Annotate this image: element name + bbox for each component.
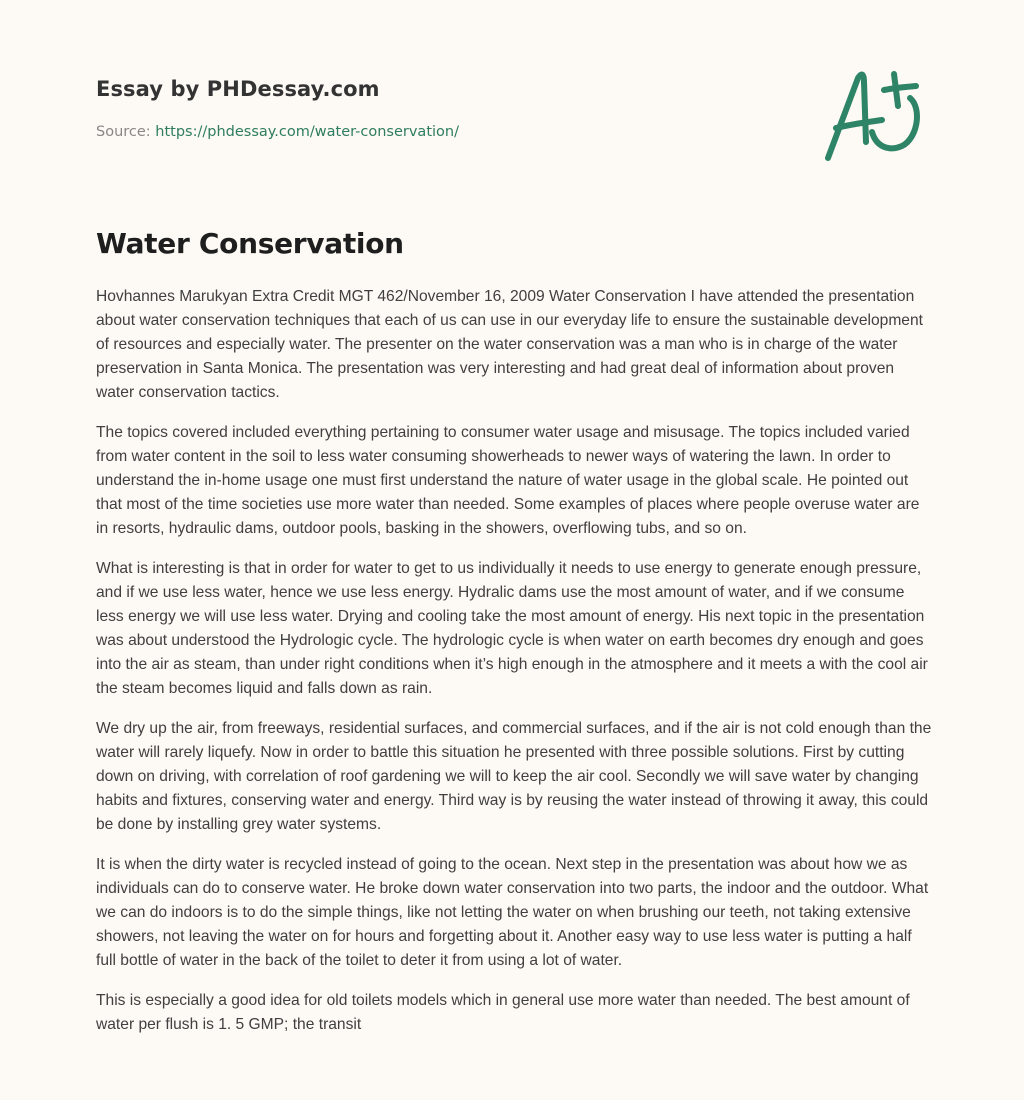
source-link[interactable]: https://phdessay.com/water-conservation/: [155, 124, 459, 140]
site-brand: Essay by PHDessay.com: [96, 77, 380, 101]
a-plus-grade-icon: [818, 66, 930, 166]
essay-paragraph: Hovhannes Marukyan Extra Credit MGT 462/November 16, 2009 Water Conservation I have attended the presentation about water conservation techniques that each of us can use in our everyday life to ensure the sustainable development of resources and especially water. The presenter on the water conservation was a man who is in charge of the water preservation in Santa Monica. The presentation was very interesting and had great deal of information about proven water conservation tactics.: [96, 288, 923, 401]
essay-paragraph: The topics covered included everything pertaining to consumer water usage and misusage. The topics included varied from water content in the soil to less water consuming showerheads to newer ways of watering the lawn. In order to understand the in-home usage one must first understand the nature of water usage in the global scale. He pointed out that most of the time societies use more water than needed. Some examples of places where people overuse water are in resorts, hydraulic dams, outdoor pools, basking in the showers, overflowing tubs, and so on.: [96, 424, 920, 537]
essay-body: [96, 285, 932, 1053]
essay-paragraph: What is interesting is that in order for water to get to us individually it needs to use energy to generate enough pressure, and if we use less water, hence we use less energy. Hydralic dams use the most amount of water, and if we consume less energy we will use less water. Drying and cooling take the most amount of energy. His next topic in the presentation was about understood the Hydrologic cycle. The hydrologic cycle is when water on earth becomes dry enough and goes into the air as steam, than under right conditions when it’s high enough in the atmosphere and it meets a with the cool air the steam becomes liquid and falls down as rain.: [96, 560, 928, 697]
essay-paragraph: It is when the dirty water is recycled instead of going to the ocean. Next step in the presentation was about how we as individuals can do to conserve water. He broke down water conservation into two parts, the indoor and the outdoor. What we can do indoors is to do the simple things, like not letting the water on when brushing our teeth, not taking extensive showers, not leaving the water on for hours and forgetting about it. Another easy way to use less water is putting a half full bottle of water in the back of the toilet to deter it from using a lot of water.: [96, 856, 929, 969]
essay-paragraph: This is especially a good idea for old toilets models which in general use more water than needed. The best amount of water per flush is 1. 5 GMP; the transit: [96, 992, 910, 1033]
essay-paragraph: We dry up the air, from freeways, residential surfaces, and commercial surfaces, and if the air is not cold enough than the water will rarely liquefy. Now in order to battle this situation he presented with three possible solutions. First by cutting down on driving, with correlation of roof gardening we will to keep the air cool. Secondly we will save water by changing habits and fixtures, conserving water and energy. Third way is by reusing the water instead of throwing it away, this could be done by installing grey water systems.: [96, 720, 932, 833]
essay-title: Water Conservation: [96, 227, 404, 260]
source-label: Source:: [96, 124, 151, 140]
source-line: [96, 122, 696, 142]
page-header: [96, 74, 696, 142]
